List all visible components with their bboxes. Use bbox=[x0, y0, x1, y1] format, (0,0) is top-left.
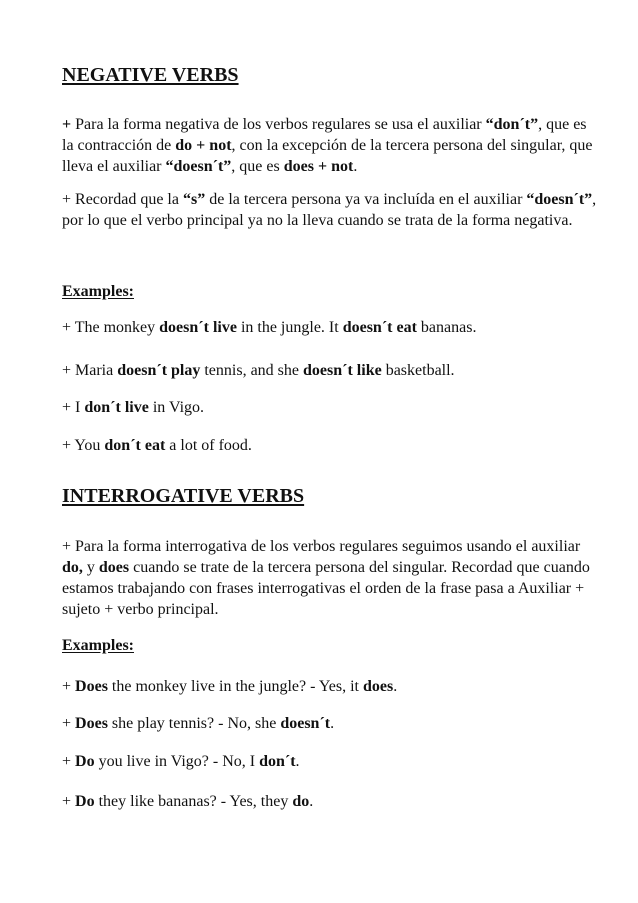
bold-text-run: Does bbox=[75, 678, 108, 695]
negative-s-note-paragraph bbox=[62, 189, 602, 231]
bold-text-run: don´t bbox=[259, 753, 296, 770]
text-run: + bbox=[62, 678, 76, 695]
bold-text-run: do bbox=[292, 793, 310, 810]
text-run: , que es bbox=[231, 158, 284, 175]
bold-text-run: does bbox=[363, 678, 394, 695]
interrogative-example-3 bbox=[62, 752, 300, 772]
negative-rule-paragraph bbox=[62, 114, 602, 177]
text-run: + Para la forma interrogativa de los verbos regulares seguimos usando el auxiliar bbox=[62, 538, 581, 555]
text-run: . bbox=[330, 715, 335, 732]
text-run: . bbox=[295, 753, 300, 770]
bold-text-run: “don´t” bbox=[485, 116, 539, 133]
text-run: . bbox=[309, 793, 314, 810]
interrogative-examples-label: Examples: bbox=[62, 637, 134, 654]
text-run: y bbox=[82, 559, 99, 576]
text-run: . bbox=[353, 158, 358, 175]
bold-text-run: do + not bbox=[175, 137, 232, 154]
text-run: a lot of food. bbox=[165, 437, 252, 454]
bold-text-run: Does bbox=[75, 715, 108, 732]
bold-text-run: don´t live bbox=[84, 399, 149, 416]
text-run: , por lo que el verbo principal ya no la lleva cuando se trata de la forma negativa. bbox=[62, 191, 597, 229]
bold-text-run: “doesn´t” bbox=[165, 158, 232, 175]
bold-text-run: Do bbox=[75, 753, 95, 770]
text-run: + bbox=[62, 715, 76, 732]
text-run: + Maria bbox=[62, 362, 118, 379]
bold-text-run: + bbox=[62, 116, 72, 133]
text-run: she play tennis? - No, she bbox=[107, 715, 281, 732]
text-run: + bbox=[62, 753, 76, 770]
bold-text-run: doesn´t like bbox=[303, 362, 382, 379]
bold-text-run: don´t eat bbox=[104, 437, 166, 454]
text-run: the monkey live in the jungle? - Yes, it bbox=[107, 678, 363, 695]
text-run: . bbox=[393, 678, 398, 695]
text-run: they like bananas? - Yes, they bbox=[94, 793, 293, 810]
text-run: + You bbox=[62, 437, 105, 454]
interrogative-example-1 bbox=[62, 677, 397, 697]
text-run: basketball. bbox=[381, 362, 455, 379]
text-run: in the jungle. It bbox=[236, 319, 343, 336]
bold-text-run: Do bbox=[75, 793, 95, 810]
bold-text-run: does bbox=[98, 559, 130, 576]
text-run: + The monkey bbox=[62, 319, 160, 336]
negative-example-2 bbox=[62, 361, 455, 381]
text-run: , con la excepción de la tercera persona del singular, que lleva el auxiliar bbox=[62, 137, 593, 175]
text-run: + bbox=[62, 793, 76, 810]
negative-verbs-heading: NEGATIVE VERBS bbox=[62, 64, 239, 86]
negative-example-4 bbox=[62, 436, 252, 456]
negative-examples-label: Examples: bbox=[62, 283, 134, 300]
interrogative-verbs-heading: INTERROGATIVE VERBS bbox=[62, 485, 305, 507]
negative-example-1 bbox=[62, 318, 476, 338]
bold-text-run: doesn´t bbox=[280, 715, 331, 732]
text-run: you live in Vigo? - No, I bbox=[94, 753, 260, 770]
negative-example-3 bbox=[62, 398, 204, 418]
interrogative-example-4 bbox=[62, 792, 313, 812]
text-run: de la tercera persona ya va incluída en el auxiliar bbox=[205, 191, 527, 208]
text-run: , que es la contracción de bbox=[62, 116, 587, 154]
text-run: tennis, and she bbox=[200, 362, 304, 379]
bold-text-run: doesn´t live bbox=[159, 319, 237, 336]
text-run: + Recordad que la bbox=[62, 191, 183, 208]
interrogative-example-2 bbox=[62, 714, 334, 734]
bold-text-run: do, bbox=[62, 559, 83, 576]
text-run: cuando se trate de la tercera persona del singular. Recordad que cuando estamos trabajando con frases interrogativas el orden de la frase pasa a Auxiliar + sujeto + verbo principal. bbox=[62, 559, 590, 618]
bold-text-run: doesn´t play bbox=[117, 362, 201, 379]
bold-text-run: doesn´t eat bbox=[342, 319, 417, 336]
text-run: Para la forma negativa de los verbos regulares se usa el auxiliar bbox=[71, 116, 486, 133]
bold-text-run: does + not bbox=[283, 158, 354, 175]
bold-text-run: “s” bbox=[182, 191, 206, 208]
bold-text-run: “doesn´t” bbox=[526, 191, 593, 208]
text-run: + I bbox=[62, 399, 85, 416]
text-run: in Vigo. bbox=[148, 399, 205, 416]
interrogative-rule-paragraph bbox=[62, 536, 602, 620]
text-run: bananas. bbox=[416, 319, 477, 336]
